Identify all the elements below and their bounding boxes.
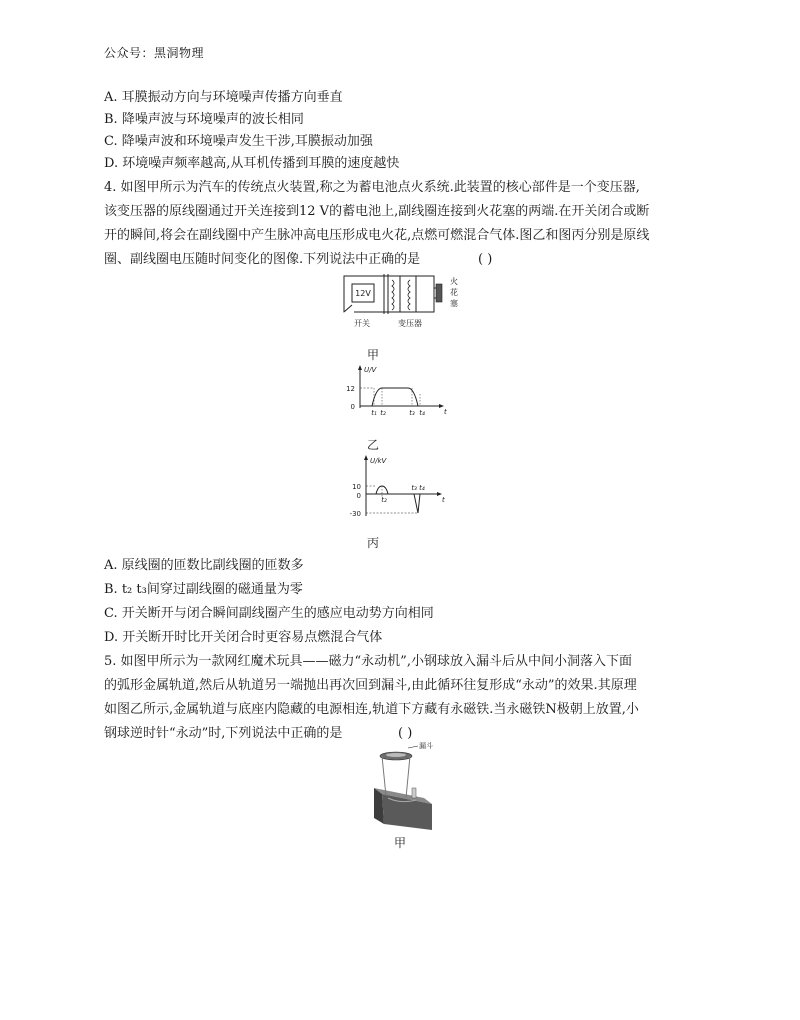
secondary-circuit-wire [400, 276, 434, 312]
q4-option-b: B. t₂ t₃间穿过副线圈的磁通量为零 [104, 582, 303, 597]
y-axis-label: U/V [364, 366, 377, 374]
q3-option-c: C. 降噪声波和环境噪声发生干涉,耳膜振动加强 [104, 134, 373, 149]
y-axis-label: U/kV [370, 457, 387, 465]
origin-label: 0 [350, 403, 355, 411]
primary-voltage-graph [328, 362, 450, 422]
spark-plug-label: 火 [450, 277, 458, 286]
q5-stem-line: 如图乙所示,金属轨道与底座内隐藏的电源相连,轨道下方藏有永磁铁.当永磁铁N极朝上放置,小 [104, 702, 639, 717]
switch-label: 开关 [354, 319, 370, 328]
battery-label: 12V [355, 289, 371, 298]
magnetic-toy-photo [366, 742, 436, 832]
funnel-label: 漏斗 [419, 742, 433, 750]
x-axis-label: t [444, 408, 447, 416]
track-wire [406, 756, 410, 798]
t2-label: t₂ [380, 409, 386, 417]
secondary-coil [408, 280, 410, 310]
t3t4-label: t₃ t₄ [411, 484, 425, 492]
q4-stem-line: 4. 如图甲所示为汽车的传统点火装置,称之为蓄电池点火系统.此装置的核心部件是一个变压器, [104, 180, 640, 195]
q4-option-d: D. 开关断开时比开关闭合时更容易点燃混合气体 [104, 630, 383, 645]
x-axis-label: t [442, 496, 445, 504]
voltage-pulse-curve [366, 486, 438, 513]
y-tick-label: 10 [352, 483, 361, 491]
q5-stem-line: 钢球逆时针“永动”时,下列说法中正确的是 [104, 726, 343, 741]
y-tick-label: -30 [349, 510, 361, 518]
spark-plug-label: 塞 [450, 299, 458, 308]
switch-symbol [344, 305, 352, 312]
t4-label: t₄ [419, 409, 425, 417]
q5-stem-line: 5. 如图甲所示为一款网红魔术玩具——磁力“永动机”,小钢球放入漏斗后从中间小洞落入下面 [104, 654, 632, 669]
header-account: 公众号：黑洞物理 [104, 46, 205, 60]
figure-caption: 甲 [366, 348, 379, 362]
q4-stem-line: 圈、副线圈电压随时间变化的图像.下列说法中正确的是 [104, 252, 421, 267]
ignition-circuit-diagram [338, 270, 470, 332]
spark-plug-label: 花 [450, 288, 458, 297]
q4-stem-line: 该变压器的原线圈通过开关连接到12 V的蓄电池上,副线圈连接到火花塞的两端.在开关闭合或断 [104, 204, 650, 219]
figure-caption: 甲 [393, 836, 406, 850]
spark-plug-icon [436, 284, 442, 302]
q4-answer-bracket: ( ) [478, 252, 493, 267]
q3-option-b: B. 降噪声波与环境噪声的波长相同 [104, 112, 304, 127]
t1-label: t₁ [371, 409, 377, 417]
y-tick-label: 12 [346, 385, 355, 393]
q5-answer-bracket: ( ) [398, 726, 413, 741]
secondary-voltage-graph [326, 452, 450, 524]
figure-caption: 乙 [366, 438, 379, 452]
t2-label: t₂ [381, 496, 387, 504]
primary-coil [392, 280, 394, 310]
origin-label: 0 [356, 492, 361, 500]
voltage-curve [360, 388, 440, 406]
q4-option-a: A. 原线圈的匝数比副线圈的匝数多 [104, 558, 304, 573]
t3-label: t₃ [409, 409, 415, 417]
q4-option-c: C. 开关断开与闭合瞬间副线圈产生的感应电动势方向相同 [104, 606, 434, 621]
q5-stem-line: 的弧形金属轨道,然后从轨道另一端抛出再次回到漏斗,由此循环往复形成“永动”的效果.其原理 [104, 678, 637, 693]
launch-post [412, 788, 416, 798]
q3-option-d: D. 环境噪声频率越高,从耳机传播到耳膜的速度越快 [104, 156, 400, 171]
q3-option-a: A. 耳膜振动方向与环境噪声传播方向垂直 [104, 90, 343, 105]
figure-caption: 丙 [366, 536, 379, 550]
transformer-label: 变压器 [398, 319, 422, 328]
q4-stem-line: 开的瞬间,将会在副线圈中产生脉冲高电压形成电火花,点燃可燃混合气体.图乙和图丙分别是原线 [104, 228, 650, 243]
